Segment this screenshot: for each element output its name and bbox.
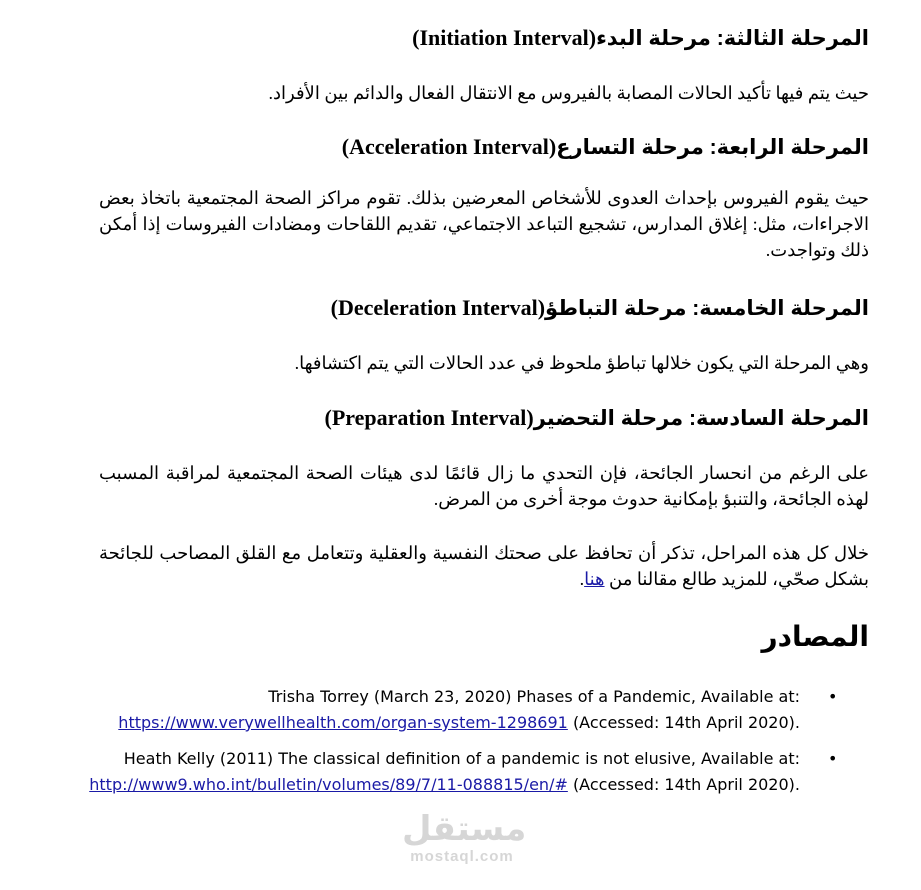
heading-arabic: المرحلة الخامسة: مرحلة التباطؤ — [545, 297, 869, 320]
mostaql-watermark — [402, 809, 527, 865]
list-item — [80, 746, 838, 798]
list-item — [80, 684, 838, 736]
heading-english: (Deceleration Interval) — [330, 295, 546, 320]
heading-arabic: المرحلة الثالثة: مرحلة البدء — [596, 27, 869, 50]
heading-english: (Initiation Interval) — [412, 25, 597, 50]
reference-link[interactable]: http://www9.who.int/bulletin/volumes/89/7/11-088815/en/# — [89, 775, 568, 794]
sources-title: المصادر — [761, 621, 869, 652]
bullet-icon: • — [828, 749, 838, 768]
section-heading-deceleration — [331, 294, 869, 323]
closing-end: . — [579, 569, 585, 589]
section-body-preparation: على الرغم من انحسار الجائحة، فإن التحدي ما زال قائمًا لدى هيئات الصحة المجتمعية لمراقبة المسبب لهذه الجائحة، والتنبؤ بإمكانية حدوث موجة أخرى من المرض. — [99, 463, 870, 509]
reference-accessed: (Accessed: 14th April 2020). — [572, 713, 800, 732]
reference-text: Trisha Torrey (March 23, 2020) Phases of a Pandemic, Available at: — [268, 687, 800, 706]
watermark-english: mostaql.com — [410, 848, 514, 865]
section-heading-acceleration — [342, 133, 869, 162]
references-list — [80, 684, 840, 808]
bullet-icon: • — [828, 687, 838, 706]
section-heading-initiation — [412, 24, 869, 53]
heading-english: (Acceleration Interval) — [341, 134, 557, 159]
watermark-arabic: مستقل — [402, 809, 527, 849]
reference-link[interactable]: https://www.verywellhealth.com/organ-system-1298691 — [118, 713, 568, 732]
heading-arabic: المرحلة السادسة: مرحلة التحضير — [533, 407, 869, 430]
section-body-deceleration: وهي المرحلة التي يكون خلالها تباطؤ ملحوظ في عدد الحالات التي يتم اكتشافها. — [294, 353, 869, 373]
reference-text: Heath Kelly (2011) The classical definition of a pandemic is not elusive, Available at: — [123, 749, 800, 768]
reference-accessed: (Accessed: 14th April 2020). — [572, 775, 800, 794]
closing-paragraph — [99, 540, 869, 592]
heading-arabic: المرحلة الرابعة: مرحلة التسارع — [556, 136, 869, 159]
closing-text: خلال كل هذه المراحل، تذكر أن تحافظ على صحتك النفسية والعقلية وتتعامل مع القلق المصاحب للجائحة بشكل صحّي، للمزيد طالع مقالنا من — [99, 543, 869, 589]
section-body-initiation: حيث يتم فيها تأكيد الحالات المصابة بالفيروس مع الانتقال الفعال والدائم بين الأفراد. — [268, 83, 869, 103]
heading-english: (Preparation Interval) — [324, 405, 534, 430]
section-body-acceleration: حيث يقوم الفيروس بإحداث العدوى للأشخاص المعرضين بذلك. تقوم مراكز الصحة المجتمعية باتخاذ بعض الاجراءات، مثل: إغلاق المدارس، تشجيع التباعد الاجتماعي، تقديم اللقاحات ومضادات الفيروسات إذا أمكن ذلك وتواجدت. — [99, 188, 869, 260]
article-link[interactable]: هنا — [584, 569, 605, 589]
section-heading-preparation — [325, 404, 869, 433]
